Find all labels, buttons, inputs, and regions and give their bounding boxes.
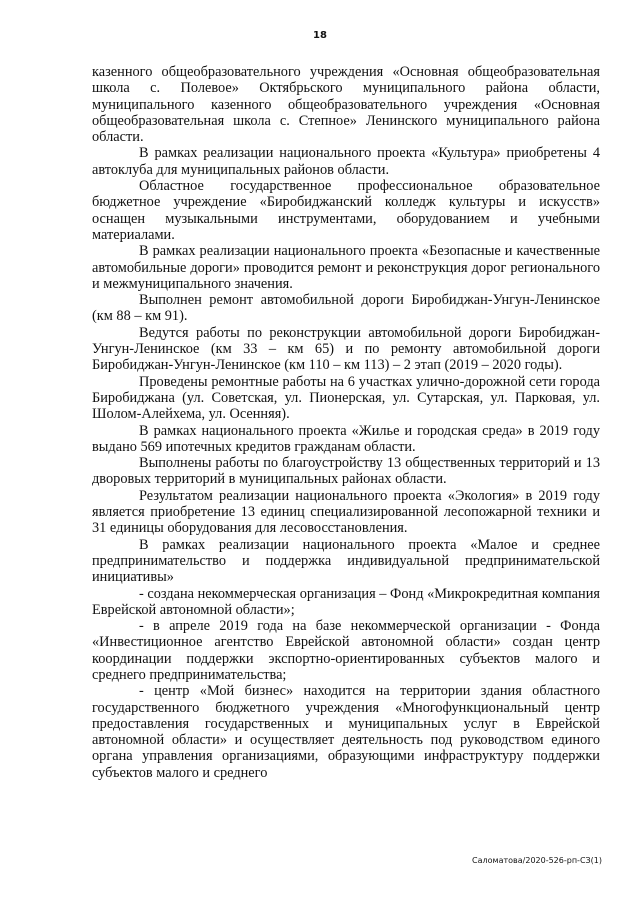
document-body	[92, 64, 600, 781]
list-item-my-business-center: - центр «Мой бизнес» находится на территории здания областного государственного бюджетного учреждения «Многофункциональный центр предоставления государственных и муниципальных услуг в Еврейской автономной области» и осуществляет деятельность под руководством единого органа управления организациями, образующими инфраструктуру поддержки субъектов малого и среднего	[92, 683, 600, 781]
paragraph-culture-project: В рамках реализации национального проекта «Культура» приобретены 4 автоклуба для муниципальных районов области.	[92, 145, 600, 178]
paragraph-ecology-project: Результатом реализации национального проекта «Экология» в 2019 году является приобретение 13 единиц специализированной лесопожарной техники и 31 единицы оборудования для лесовосстановления.	[92, 487, 600, 537]
paragraph-territory-improvement: Выполнены работы по благоустройству 13 общественных территорий и 13 дворовых территорий в муниципальных районах области.	[92, 455, 600, 488]
document-reference-footer: Саломатова/2020-526-рп-СЗ(1)	[472, 856, 602, 865]
paragraph-housing-project: В рамках национального проекта «Жилье и городская среда» в 2019 году выдано 569 ипотечных кредитов гражданам области.	[92, 422, 600, 455]
paragraph-road-repair: Выполнен ремонт автомобильной дороги Биробиджан-Унгун-Ленинское (км 88 – км 91).	[92, 292, 600, 325]
paragraph-roads-project: В рамках реализации национального проекта «Безопасные и качественные автомобильные дороги» проводится ремонт и реконструкция дорог регионального и межмуниципального значения.	[92, 243, 600, 292]
paragraph-schools-continuation: казенного общеобразовательного учреждения «Основная общеобразовательная школа с. Полевое» Октябрьского муниципального района области, муниципального казенного общеобразовательного учреждения «Основная общеобразовательная школа с. Степное» Ленинского муниципального района области.	[92, 64, 600, 146]
paragraph-arts-college: Областное государственное профессиональное образовательное бюджетное учреждение «Биробиджанский колледж культуры и искусств» оснащен музыкальными инструментами, оборудованием и учебными материалами.	[92, 178, 600, 243]
page-number: 18	[313, 30, 327, 41]
paragraph-sme-project: В рамках реализации национального проекта «Малое и среднее предпринимательство и поддержка индивидуальной предпринимательской инициативы»	[92, 536, 600, 586]
paragraph-road-reconstruction: Ведутся работы по реконструкции автомобильной дороги Биробиджан-Унгун-Ленинское (км 33 – км 65) и по ремонту автомобильной дороги Биробиджан-Унгун-Ленинское (км 110 – км 113) – 2 этап (2019 – 2020 годы).	[92, 324, 600, 374]
list-item-export-center: - в апреле 2019 года на базе некоммерческой организации - Фонда «Инвестиционное агентство Еврейской автономной области» создан центр координации поддержки экспортно-ориентированных субъектов малого и среднего предпринимательства;	[92, 618, 600, 683]
list-item-microcredit-fund: - создана некоммерческая организация – Фонд «Микрокредитная компания Еврейской автономной области»;	[92, 585, 600, 618]
paragraph-city-streets: Проведены ремонтные работы на 6 участках улично-дорожной сети города Биробиджана (ул. Советская, ул. Пионерская, ул. Сутарская, ул. Парковая, ул. Шолом-Алейхема, ул. Осенняя).	[92, 373, 600, 423]
